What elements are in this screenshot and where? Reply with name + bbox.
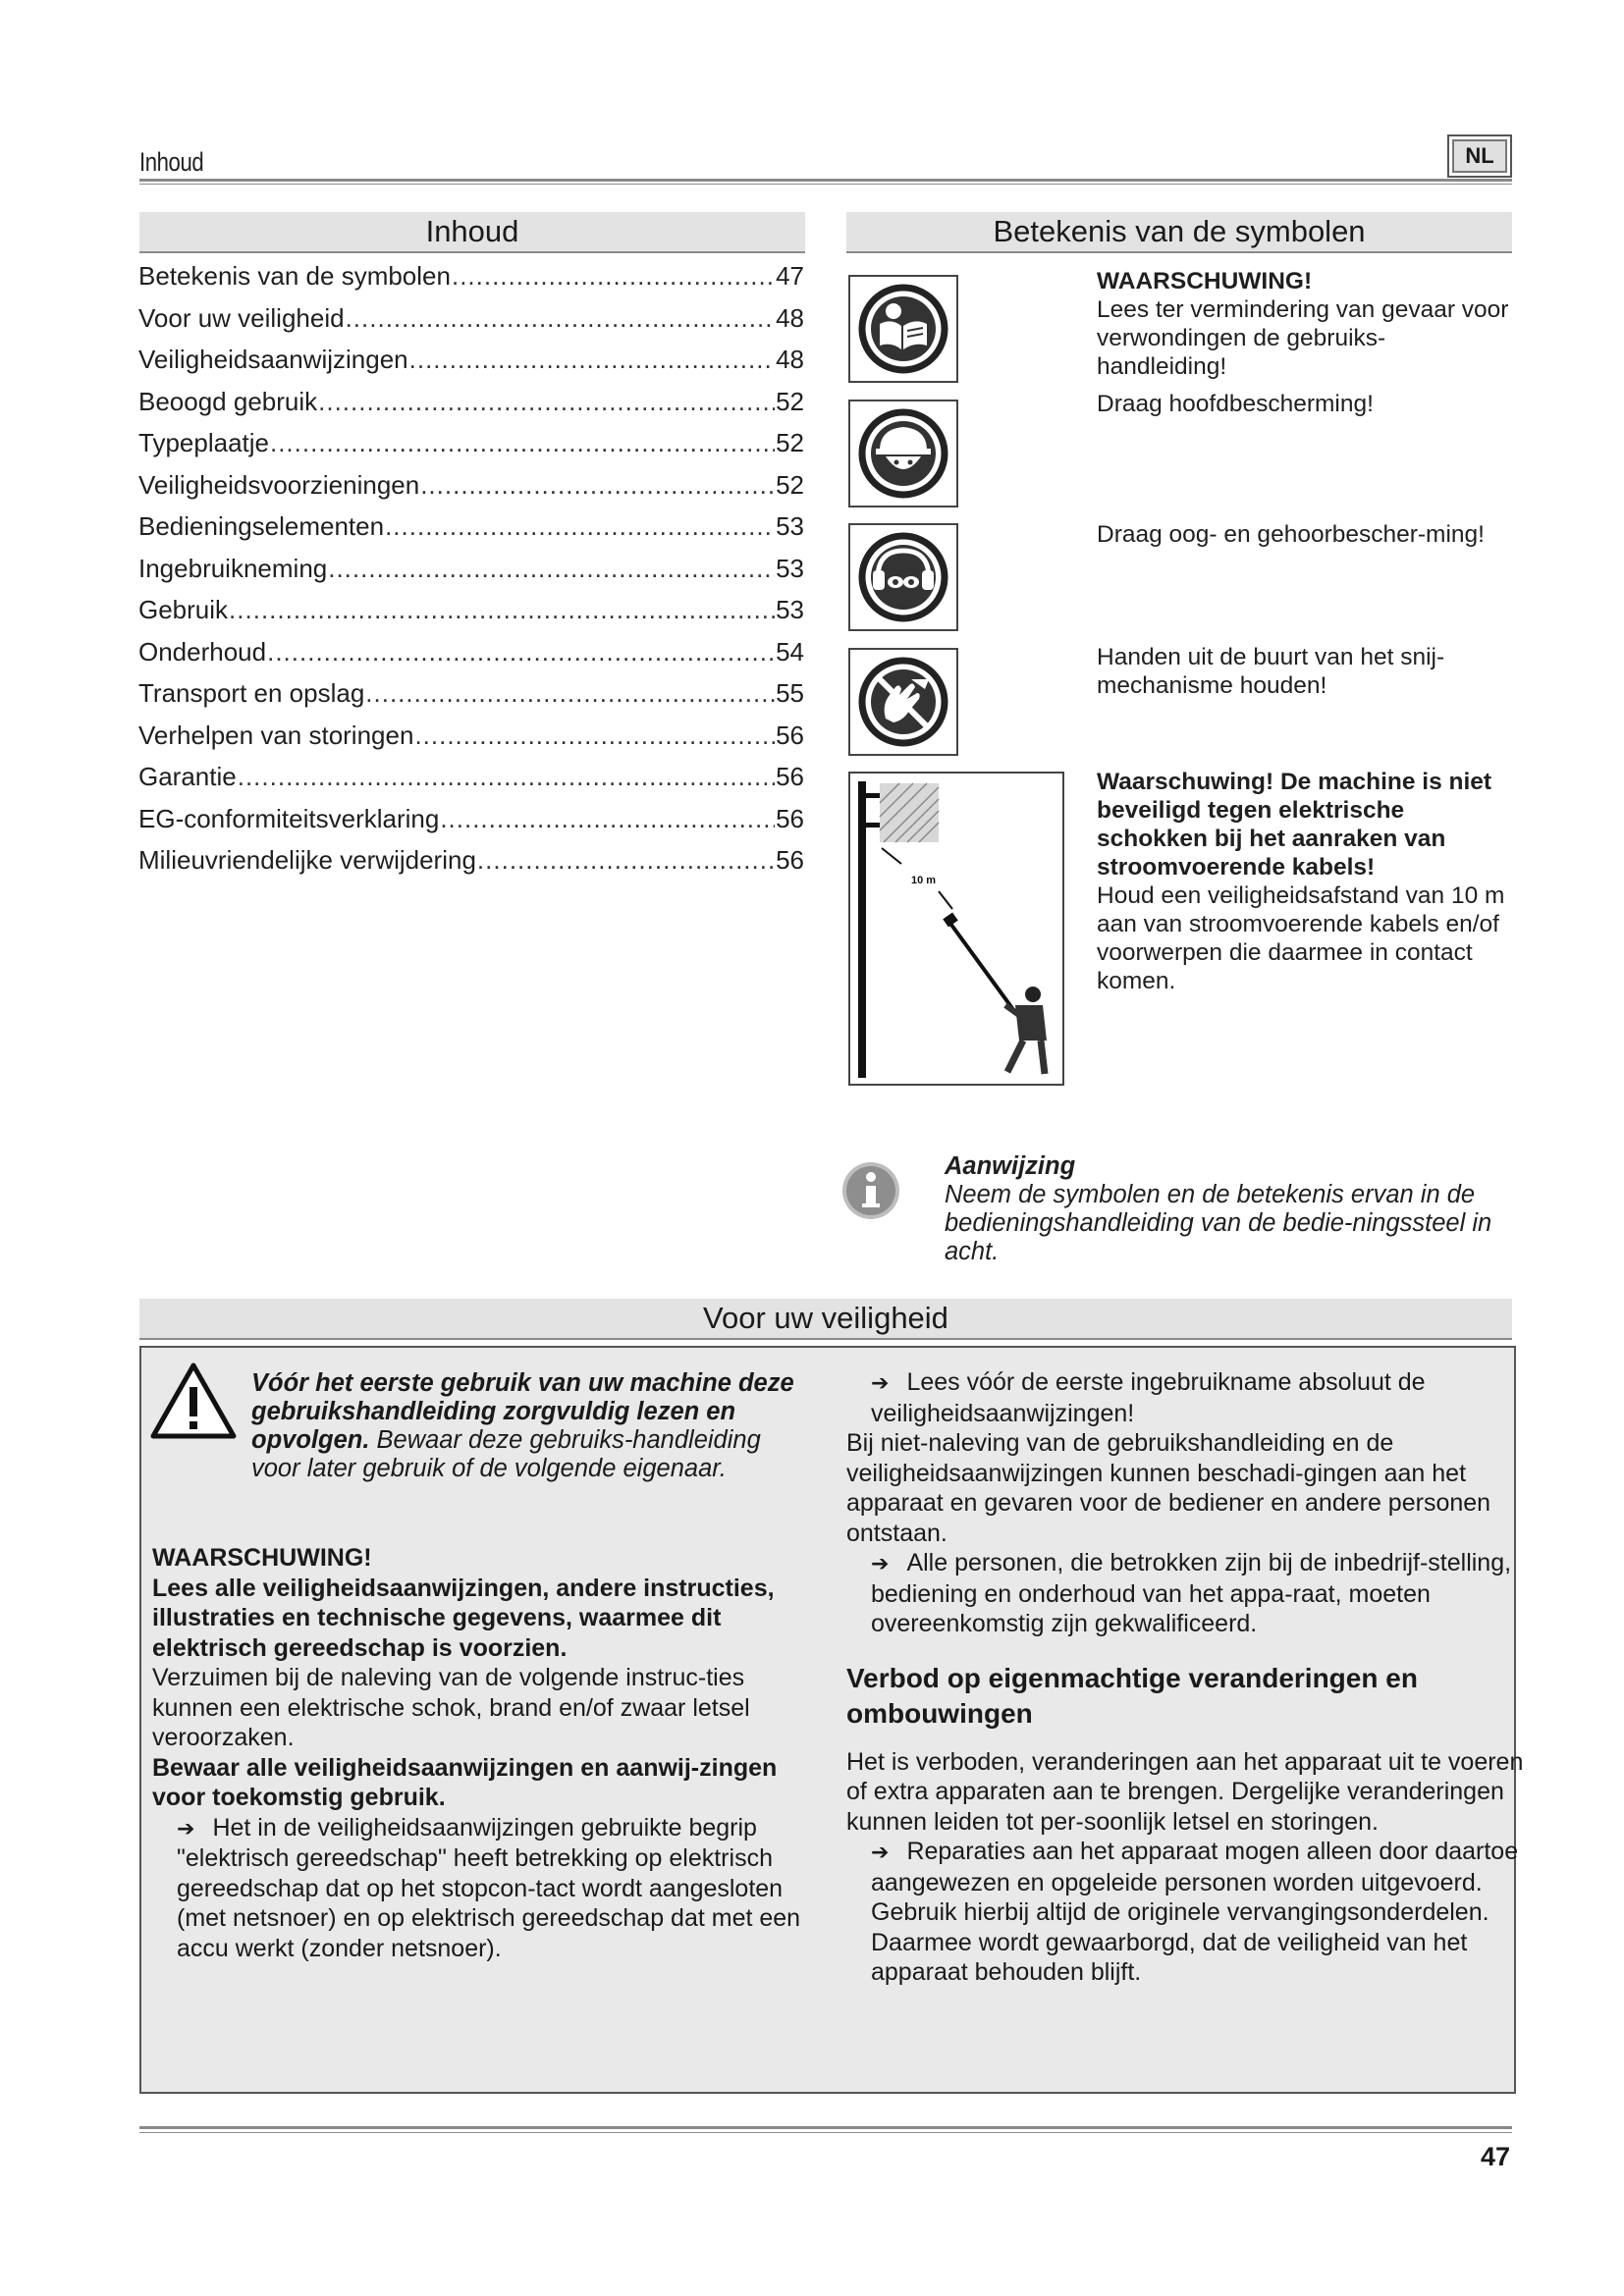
header-rule [139,179,1512,182]
toc-item[interactable] [138,595,804,637]
toc-item-page: 54 [776,636,804,667]
toc-item-leader [238,762,775,792]
repair-bullet: ➔ Reparaties aan het apparaat mogen alleen door daartoe aangewezen en opgeleide personen worden uitgevoerd. Gebruik hierbij altijd de originele vervangingsonderdelen. Daarmee wordt gewaarborgd, dat de veiligheid van het apparaat behouden blijft. [871,1838,1519,1986]
note-body: Neem de symbolen en de betekenis ervan in de bedieningshandleiding van de bedie-ningssteel in acht. [945,1181,1492,1265]
power-line-distance-icon [848,772,1064,1086]
arrow-icon: ➔ [871,1840,890,1864]
arrow-icon: ➔ [871,1551,890,1575]
toc-item-label: Betekenis van de symbolen [138,261,451,291]
toc-item[interactable] [138,511,804,554]
modification-heading: Verbod op eigenmachtige veranderingen en ombouwingen [846,1662,1418,1729]
header-rule-thin [139,184,1512,185]
arrow-icon: ➔ [871,1370,890,1395]
toc-item-leader [409,345,775,375]
toc-item-page: 52 [776,469,804,500]
toc-item-leader [328,554,775,584]
symbol-power-heading: Waarschuwing! De machine is niet beveiligd tegen elektrische schokken bij het aanraken van stroomvoerende kabels! [1097,769,1492,881]
footer-rule [139,2126,1512,2129]
symbol-manual-heading: WAARSCHUWING! [1097,268,1313,294]
symbol-helmet-text: Draag hoofdbescherming! [1097,391,1374,417]
info-icon [840,1160,901,1221]
read-manual-icon [848,275,958,383]
toc-item-label: EG-conformiteitsverklaring [138,803,440,833]
toc-item[interactable] [138,678,804,721]
symbol-manual-text [1097,267,1509,381]
toc-item-page: 48 [776,302,804,333]
toc-item[interactable] [138,387,804,429]
toc-item[interactable] [138,637,804,679]
toc-item-page: 56 [776,845,804,875]
toc-item-label: Verhelpen van storingen [138,720,414,750]
toc-item-page: 47 [776,261,804,291]
toc-item[interactable] [138,345,804,387]
toc-item-leader [346,303,776,334]
warning-triangle-icon [149,1362,238,1440]
toc-item[interactable] [138,554,804,596]
hands-away-icon [848,648,958,756]
toc-item-label: Onderhoud [138,636,267,667]
toc-item-leader [477,845,775,876]
language-badge: NL [1447,134,1512,178]
arrow-icon: ➔ [177,1815,195,1841]
warning-bold: Lees alle veiligheidsaanwijzingen, andere instructies, illustraties en technische gegevens, waarmee dit elektrisch gereedschap is voorzien. [152,1574,775,1662]
page-number: 47 [1480,2142,1510,2171]
toc-item-page: 53 [776,511,804,541]
toc-item-leader [420,470,775,501]
toc-item-label: Voor uw veiligheid [138,302,345,333]
toc-item-leader [229,595,775,625]
toc-item-leader [452,261,775,292]
toc-item-page: 53 [776,595,804,624]
warning-heading: WAARSCHUWING! [152,1544,372,1572]
toc-item[interactable] [138,845,804,887]
safety-title: Voor uw veiligheid [139,1299,1512,1340]
toc-item-label: Bedieningselementen [138,511,385,541]
toc-item-leader [385,511,775,542]
toc-item-page: 56 [776,720,804,750]
term-bullet: ➔ Het in de veiligheidsaanwijzingen gebruikte begrip "elektrisch gereedschap" heeft betrekking op elektrisch gereedschap dat op het stopcon-tact wordt aangesloten (met netsnoer) en op elektrisch gereedschap dat met een accu werkt (zonder netsnoer). [177,1813,801,1962]
note-block [945,1152,1514,1266]
toc-item-leader [440,804,775,834]
head-protection-icon [848,400,958,507]
toc-item-page: 48 [776,345,804,374]
distance-label: 10 m [911,875,937,886]
toc-item[interactable] [138,804,804,846]
toc-item-leader [267,637,775,667]
toc-item-leader [414,721,775,751]
toc-item-page: 56 [776,803,804,833]
toc-item-label: Beoogd gebruik [138,386,318,416]
toc-item[interactable] [138,470,804,512]
toc-item-page: 53 [776,553,804,583]
toc-item[interactable] [138,261,804,303]
toc-item-label: Veiligheidsvoorzieningen [138,469,420,500]
modification-text: Het is verboden, veranderingen aan het apparaat uit te voeren of extra apparaten aan te brengen. Dergelijke veranderingen kunnen leiden tot per-soonlijk letsel en storingen. [846,1747,1524,1836]
toc-item[interactable] [138,303,804,346]
warning-text: Verzuimen bij de naleving van de volgende instruc-ties kunnen een elektrische schok, brand en/of zwaar letsel veroorzaken. [152,1664,750,1751]
persons-bullet: ➔ Alle personen, die betrokken zijn bij de inbedrijf-stelling, bediening en onderhoud van het appa-raat, moeten overeenkomstig zijn gekwalificeerd. [871,1549,1512,1637]
toc-item[interactable] [138,762,804,804]
toc-item[interactable] [138,428,804,470]
toc-item-leader [270,428,775,458]
toc-item-label: Transport en opslag [138,678,365,708]
intro-rest: Bewaar deze gebruiks-handleiding voor later gebruik of de volgende eigenaar. [251,1426,761,1482]
noncompliance-text: Bij niet-naleving van de gebruikshandleiding en de veiligheidsaanwijzingen kunnen beschadi-gingen aan het apparaat en gevaren voor de bediener en andere personen ontstaan. [846,1429,1491,1547]
toc-title: Inhoud [139,212,805,253]
symbol-hands-text: Handen uit de buurt van het snij-mechanisme houden! [1097,644,1445,699]
intro-text [251,1369,815,1483]
toc-item-label: Ingebruikneming [138,553,328,583]
keep-instructions: Bewaar alle veiligheidsaanwijzingen en aanwij-zingen voor toekomstig gebruik. [152,1753,778,1811]
toc-item-page: 52 [776,428,804,457]
toc-item-label: Gebruik [138,595,229,624]
read-bullet: ➔ Lees vóór de eerste ingebruikname absoluut de veiligheidsaanwijzingen! [871,1368,1426,1427]
toc-item-leader [365,678,775,709]
symbol-power-text [1097,768,1509,995]
toc-list [138,261,804,887]
symbol-power-body: Houd een veiligheidsafstand van 10 m aan van stroomvoerende kabels en/of voorwerpen die daarmee in contact komen. [1097,882,1505,994]
note-heading: Aanwijzing [945,1152,1076,1180]
toc-item-page: 52 [776,386,804,416]
toc-item[interactable] [138,721,804,763]
symbol-manual-body: Lees ter vermindering van gevaar voor verwondingen de gebruiks-handleiding! [1097,296,1509,380]
symbol-eyes-ears-text: Draag oog- en gehoorbescher-ming! [1097,521,1485,548]
toc-item-leader [318,387,775,417]
intro-bold: Vóór het eerste gebruik van uw machine deze gebruikshandleiding zorgvuldig lezen en opvolgen. [251,1369,794,1454]
toc-item-label: Garantie [138,762,237,791]
toc-item-page: 56 [776,762,804,791]
header-section-title: Inhoud [139,147,204,177]
toc-item-label: Veiligheidsaanwijzingen [138,345,408,374]
right-column [846,1367,1534,1988]
footer-rule-thin [139,2132,1512,2133]
toc-item-page: 55 [776,678,804,708]
warning-block [152,1543,812,1963]
toc-item-label: Milieuvriendelijke verwijdering [138,845,476,875]
symbols-title: Betekenis van de symbolen [846,212,1512,253]
toc-item-label: Typeplaatje [138,428,269,457]
eye-ear-protection-icon [848,523,958,631]
